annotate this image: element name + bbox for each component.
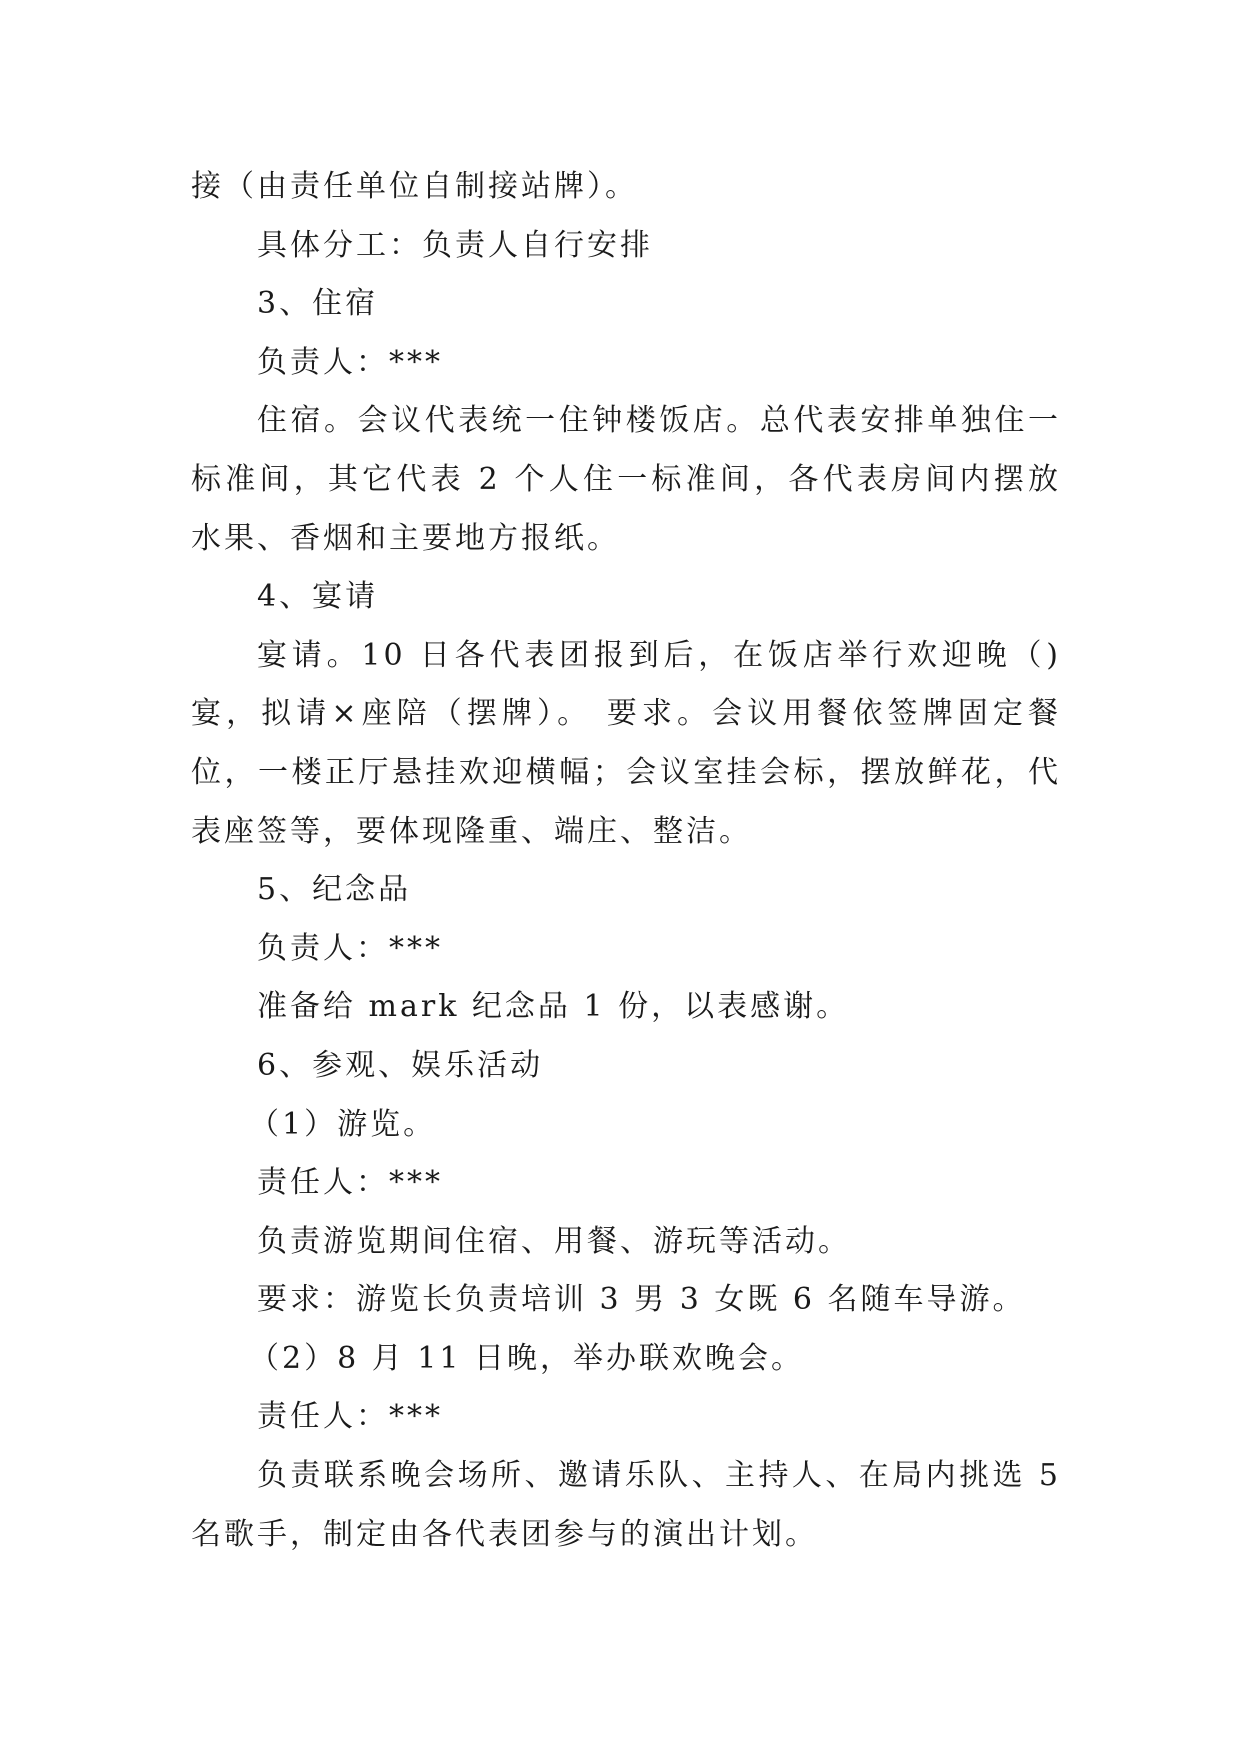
section-heading: 5、纪念品 [257,872,412,908]
document-body [191,158,1061,1564]
paragraph: 责任人：*** [257,1399,443,1435]
paragraph: 准备给 mark 纪念品 1 份，以表感谢。 [257,989,850,1025]
subsection-heading: （2）8 月 11 日晚，举办联欢晚会。 [249,1340,804,1376]
subsection-heading: （1）游览。 [249,1106,437,1142]
section-heading: 3、住宿 [257,286,379,322]
section-heading: 6、参观、娱乐活动 [257,1047,544,1083]
paragraph: 住宿。会议代表统一住钟楼饭店。总代表安排单独住一标准间，其它代表 2 个人住一标准间，各代表房间内摆放水果、香烟和主要地方报纸。 [191,403,1061,556]
paragraph: 宴请。10 日各代表团报到后，在饭店举行欢迎晚（)宴，拟请×座陪（摆牌）。 要求。会议用餐依签牌固定餐位，一楼正厅悬挂欢迎横幅；会议室挂会标，摆放鲜花，代表座签等，要体现隆重、端庄、整洁。 [191,637,1061,849]
paragraph: 接（由责任单位自制接站牌）。 [191,169,638,204]
paragraph: 负责人：*** [257,344,443,380]
paragraph: 负责联系晚会场所、邀请乐队、主持人、在局内挑选 5 名歌手，制定由各代表团参与的演出计划。 [191,1458,1061,1552]
paragraph: 负责游览期间住宿、用餐、游玩等活动。 [257,1223,851,1259]
paragraph: 具体分工：负责人自行安排 [257,227,653,263]
paragraph: 要求：游览长负责培训 3 男 3 女既 6 名随车导游。 [257,1282,1026,1318]
paragraph: 责任人：*** [257,1165,443,1201]
paragraph: 负责人：*** [257,930,443,966]
section-heading: 4、宴请 [257,579,379,615]
